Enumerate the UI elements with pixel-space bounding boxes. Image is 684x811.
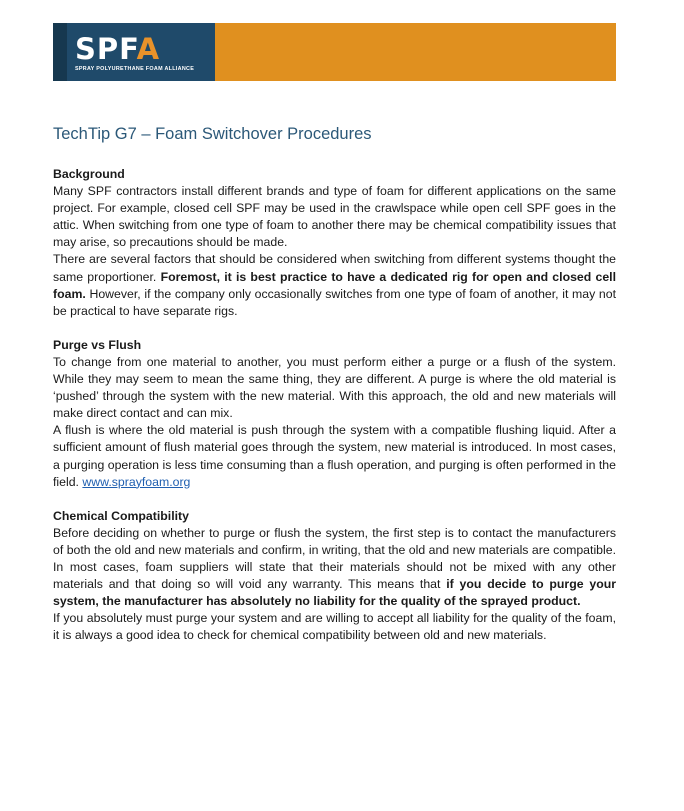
background-p2-bold: Foremost, it is best practice to have a dedicated rig for open and closed cell foam. — [53, 269, 616, 301]
chemical-paragraph-1 — [53, 525, 616, 610]
page-title: TechTip G7 – Foam Switchover Procedures — [53, 125, 372, 143]
logo-text-accent: A — [136, 32, 161, 66]
purge-paragraph-1: To change from one material to another, you must perform either a purge or a flush of the system. While they may seem to mean the same thing, they are different. A purge is where the old material is ‘pushed’ through the system with the new material. With this approach, the old and new materials will make direct contact and can mix. — [53, 354, 616, 421]
spfa-logo — [53, 23, 215, 81]
background-paragraph-2 — [53, 251, 616, 319]
section-heading-chemical: Chemical Compatibility — [53, 508, 189, 523]
logo-wordmark — [75, 33, 160, 65]
purge-paragraph-2 — [53, 422, 616, 490]
section-background — [53, 166, 616, 320]
background-p2-start: There are several factors that should be considered when switching from different systems thought the same proportioner. — [53, 252, 616, 284]
background-paragraph-1: Many SPF contractors install different brands and type of foam for different applications on the same project. For example, closed cell SPF may be used in the crawlspace while open cell SPF goes in the attic. When switching from one type of foam to another there may be chemical compatibility issues that may arise, so precautions should be made. — [53, 184, 616, 250]
chemical-paragraph-2: If you absolutely must purge your system and are willing to accept all liability for the quality of the foam, it is always a good idea to check for chemical compatibility between old and new materials. — [53, 611, 616, 643]
logo-accent-stripe — [53, 23, 67, 81]
header-banner — [53, 23, 616, 81]
section-heading-purge: Purge vs Flush — [53, 337, 142, 352]
purge-p2-text: A flush is where the old material is push through the system with a compatible flushing liquid. After a sufficient amount of flush material goes through the system, new material is introduced. In most cases, a purging operation is less time consuming than a flush operation, and purging is often performed in the field. — [53, 423, 616, 489]
chemical-p1-start: Before deciding on whether to purge or flush the system, the first step is to contact the manufacturers of both the old and new materials and confirm, in writing, that the old and new materials are compatible. In most cases, foam suppliers will state that their materials should not be mixed with any other materials and that doing so will void any warranty. This means that — [53, 525, 616, 592]
section-heading-background: Background — [53, 167, 125, 181]
chemical-p1-bold: if you decide to purge your system, the manufacturer has absolutely no liability for the quality of the sprayed product. — [53, 577, 616, 609]
logo-text-main: SPF — [75, 32, 137, 66]
header-orange-bar — [215, 23, 616, 81]
document-body — [53, 166, 616, 661]
logo-tagline: SPRAY POLYURETHANE FOAM ALLIANCE — [75, 66, 195, 72]
sprayfoam-link[interactable]: www.sprayfoam.org — [82, 474, 191, 489]
section-chemical-compatibility — [53, 508, 616, 645]
section-purge-vs-flush — [53, 337, 616, 491]
background-p2-end: However, if the company only occasionally switches from one type of foam of another, it may not be practical to have separate rigs. — [53, 286, 616, 318]
